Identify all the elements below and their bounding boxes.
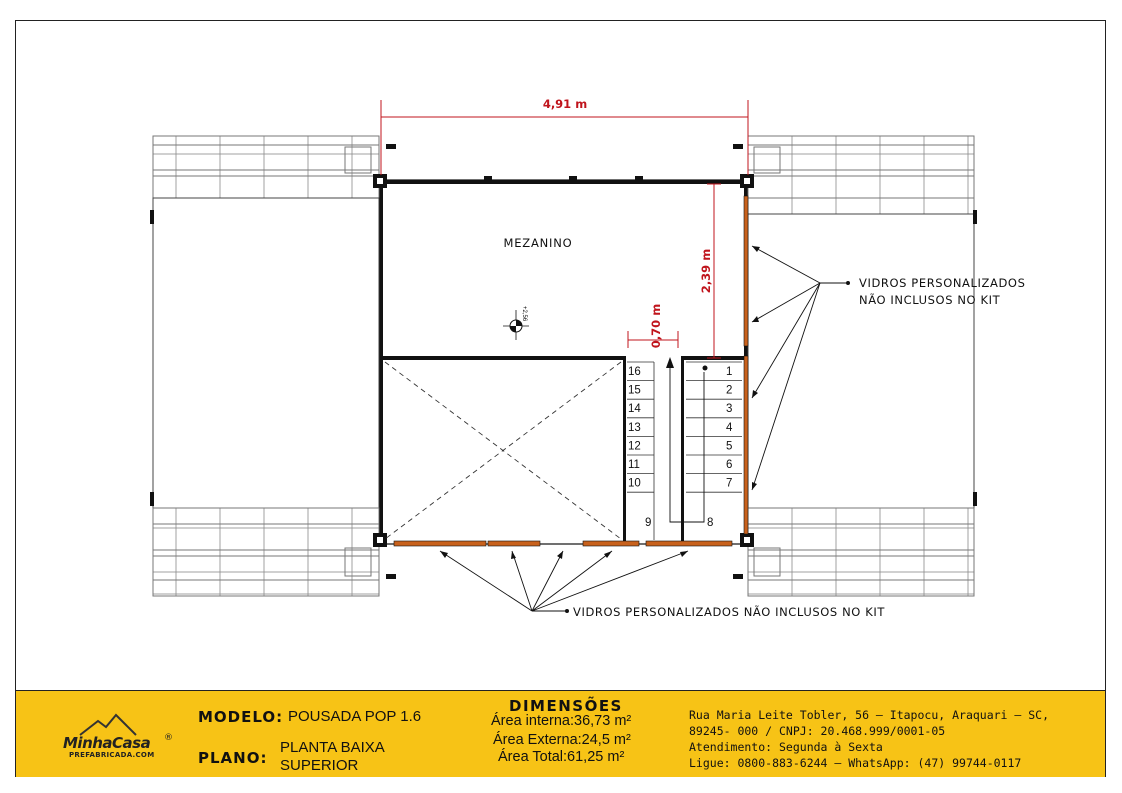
stair-step-number: 14 <box>628 403 641 416</box>
stair-step-number: 5 <box>726 440 733 453</box>
dimension-width: 4,91 m <box>542 97 588 111</box>
dimensions-heading: DIMENSÕES <box>509 697 623 715</box>
address-line3: Atendimento: Segunda à Sexta <box>689 740 883 754</box>
stair-step-number: 11 <box>628 459 640 471</box>
stair-step-number: 1 <box>726 366 733 378</box>
address-line1: Rua Maria Leite Tobler, 56 – Itapocu, Araquari – SC, <box>689 708 1050 722</box>
callout-leaders-right <box>752 246 846 490</box>
room-label: MEZANINO <box>503 236 573 250</box>
model-label: MODELO: <box>198 708 284 726</box>
stair-step-number: 7 <box>726 477 733 490</box>
left-wing <box>153 136 379 596</box>
plan-label: PLANO: <box>198 749 268 767</box>
stair-step-number: 3 <box>726 403 733 416</box>
stair-step-number: 15 <box>628 384 641 397</box>
plan-value-line2: SUPERIOR <box>280 757 359 774</box>
logo-wordmark: MinhaCasa <box>63 734 151 752</box>
callout-arrowheads-bottom <box>440 551 688 613</box>
area-external: Área Externa:24,5 m² <box>493 732 631 748</box>
stair-step-number: 6 <box>726 459 733 471</box>
stair-landing-number: 9 <box>645 517 652 529</box>
callout-bottom: VIDROS PERSONALIZADOS NÃO INCLUSOS NO KIT <box>573 605 885 619</box>
dimension-height: 2,39 m <box>699 248 713 294</box>
stair-step-number: 16 <box>628 366 641 378</box>
callout-right-line1: VIDROS PERSONALIZADOS <box>859 276 1026 290</box>
model-value: POUSADA POP 1.6 <box>288 708 422 725</box>
stair-step-number: 2 <box>726 384 733 397</box>
callout-leaders-bottom <box>440 551 688 611</box>
stair-step-number: 10 <box>628 477 641 490</box>
staircase <box>627 357 742 540</box>
logo-subtitle: PREFABRICADA.COM <box>69 751 155 759</box>
callout-right-line2: NÃO INCLUSOS NO KIT <box>859 293 1001 307</box>
stair-step-number: 4 <box>726 421 733 434</box>
stair-step-number: 12 <box>628 440 641 453</box>
dimensions <box>381 100 748 358</box>
address-line2: 89245- 000 / CNPJ: 20.468.999/0001-05 <box>689 724 946 738</box>
level-mark-label: +2,56 <box>521 306 527 322</box>
stair-void <box>385 362 621 539</box>
title-block <box>16 690 1105 777</box>
stair-step-number: 13 <box>628 421 641 434</box>
right-wing <box>748 136 974 596</box>
logo-registered-mark: ® <box>164 733 173 743</box>
area-internal: Área interna:36,73 m² <box>491 713 632 729</box>
address-line4: Ligue: 0800-883-6244 – WhatsApp: (47) 99744-0117 <box>689 756 1022 770</box>
level-marker <box>503 306 529 340</box>
area-total: Área Total:61,25 m² <box>498 749 625 765</box>
dimension-opening: 0,70 m <box>649 303 663 349</box>
stair-landing-number: 8 <box>707 517 714 529</box>
plan-value-line1: PLANTA BAIXA <box>280 739 385 756</box>
